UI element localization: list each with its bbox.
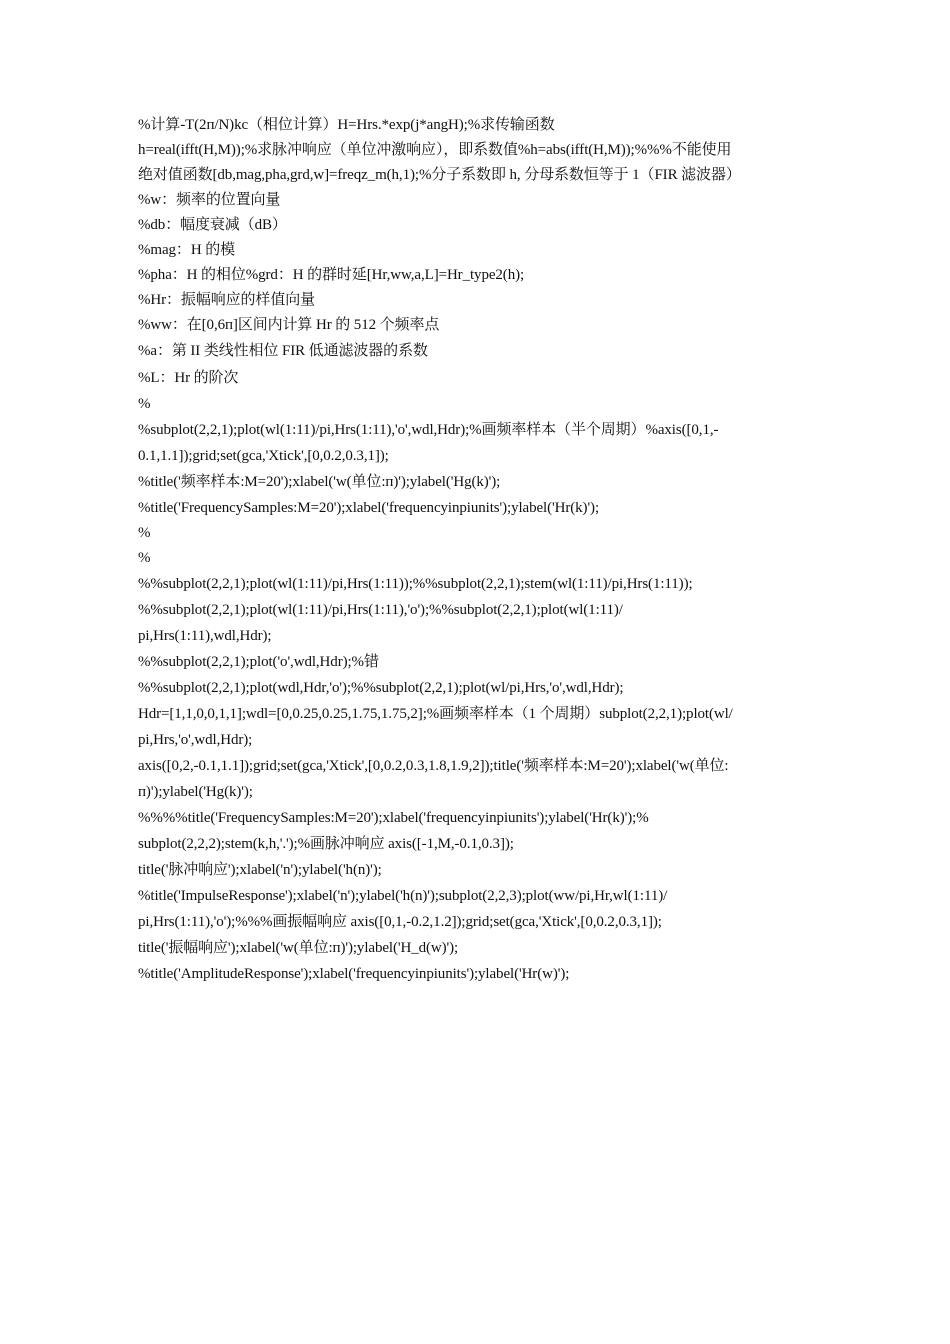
text-line: title('振幅响应');xlabel('w(单位:п)');ylabel('H_d(w)'); xyxy=(138,940,459,956)
text-line: %title('AmplitudeResponse');xlabel('frequencyinpiunits');ylabel('Hr(w)'); xyxy=(138,966,570,982)
text-line: %Hr：振幅响应的样值向量 xyxy=(138,292,316,308)
text-line: Hdr=[1,1,0,0,1,1];wdl=[0,0.25,0.25,1.75,1.75,2];%画频率样本（1 个周期）subplot(2,2,1);plot(wl/ xyxy=(138,706,733,722)
text-line: %%%%title('FrequencySamples:M=20');xlabel('frequencyinpiunits');ylabel('Hr(k)');% xyxy=(138,810,649,826)
text-line: %db：幅度衰减（dB） xyxy=(138,217,287,233)
text-line: %subplot(2,2,1);plot(wl(1:11)/pi,Hrs(1:11),'o',wdl,Hdr);%画频率样本（半个周期）%axis([0,1,- xyxy=(138,422,719,438)
text-line: %pha：H 的相位%grd：H 的群时延[Hr,ww,a,L]=Hr_type2(h); xyxy=(138,267,525,283)
text-line: title('脉冲响应');xlabel('n');ylabel('h(n)'); xyxy=(138,862,382,878)
text-line: %ww：在[0,6п]区间内计算 Hr 的 512 个频率点 xyxy=(138,317,440,333)
text-line: 0.1,1.1]);grid;set(gca,'Xtick',[0,0.2,0.3,1]); xyxy=(138,448,389,464)
text-line: %%subplot(2,2,1);plot(wdl,Hdr,'o');%%subplot(2,2,1);plot(wl/pi,Hrs,'o',wdl,Hdr); xyxy=(138,680,624,696)
text-line: %%subplot(2,2,1);plot(wl(1:11)/pi,Hrs(1:11),'o');%%subplot(2,2,1);plot(wl(1:11)/ xyxy=(138,602,623,618)
text-line: %title('频率样本:M=20');xlabel('w(单位:п)');ylabel('Hg(k)'); xyxy=(138,474,501,490)
text-line: %a：第 II 类线性相位 FIR 低通滤波器的系数 xyxy=(138,343,428,359)
text-line: %title('FrequencySamples:M=20');xlabel('frequencyinpiunits');ylabel('Hr(k)'); xyxy=(138,500,600,516)
text-line: п)');ylabel('Hg(k)'); xyxy=(138,784,253,800)
text-line: % xyxy=(138,525,151,541)
text-line: % xyxy=(138,550,151,566)
text-line: h=real(ifft(H,M));%求脉冲响应（单位冲激响应），即系数值%h=abs(ifft(H,M));%%%不能使用 xyxy=(138,142,732,158)
text-line: %w：频率的位置向量 xyxy=(138,192,281,208)
text-line: %mag：H 的模 xyxy=(138,242,236,258)
text-line: % xyxy=(138,396,151,412)
text-line: pi,Hrs,'o',wdl,Hdr); xyxy=(138,732,253,748)
text-line: pi,Hrs(1:11),wdl,Hdr); xyxy=(138,628,272,644)
text-line: pi,Hrs(1:11),'o');%%%画振幅响应 axis([0,1,-0.2,1.2]);grid;set(gca,'Xtick',[0,0.2,0.3,1]); xyxy=(138,914,662,930)
text-line: subplot(2,2,2);stem(k,h,'.');%画脉冲响应 axis([-1,M,-0.1,0.3]); xyxy=(138,836,514,852)
text-line: %title('ImpulseResponse');xlabel('n');ylabel('h(n)');subplot(2,2,3);plot(ww/pi,Hr,wl(1:11)/ xyxy=(138,888,668,904)
document-body xyxy=(138,113,798,987)
text-line: 绝对值函数[db,mag,pha,grd,w]=freqz_m(h,1);%分子系数即 h, 分母系数恒等于 1（FIR 滤波器） xyxy=(138,167,741,183)
text-line: %计算-T(2п/N)kc（相位计算）H=Hrs.*exp(j*angH);%求传输函数 xyxy=(138,117,555,133)
text-line: axis([0,2,-0.1,1.1]);grid;set(gca,'Xtick',[0,0.2,0.3,1.8,1.9,2]);title('频率样本:M=20');xlabel('w(单位: xyxy=(138,758,729,774)
text-line: %%subplot(2,2,1);plot(wl(1:11)/pi,Hrs(1:11));%%subplot(2,2,1);stem(wl(1:11)/pi,Hrs(1:11)); xyxy=(138,576,693,592)
text-line: %L：Hr 的阶次 xyxy=(138,370,239,386)
text-line: %%subplot(2,2,1);plot('o',wdl,Hdr);%错 xyxy=(138,654,379,670)
